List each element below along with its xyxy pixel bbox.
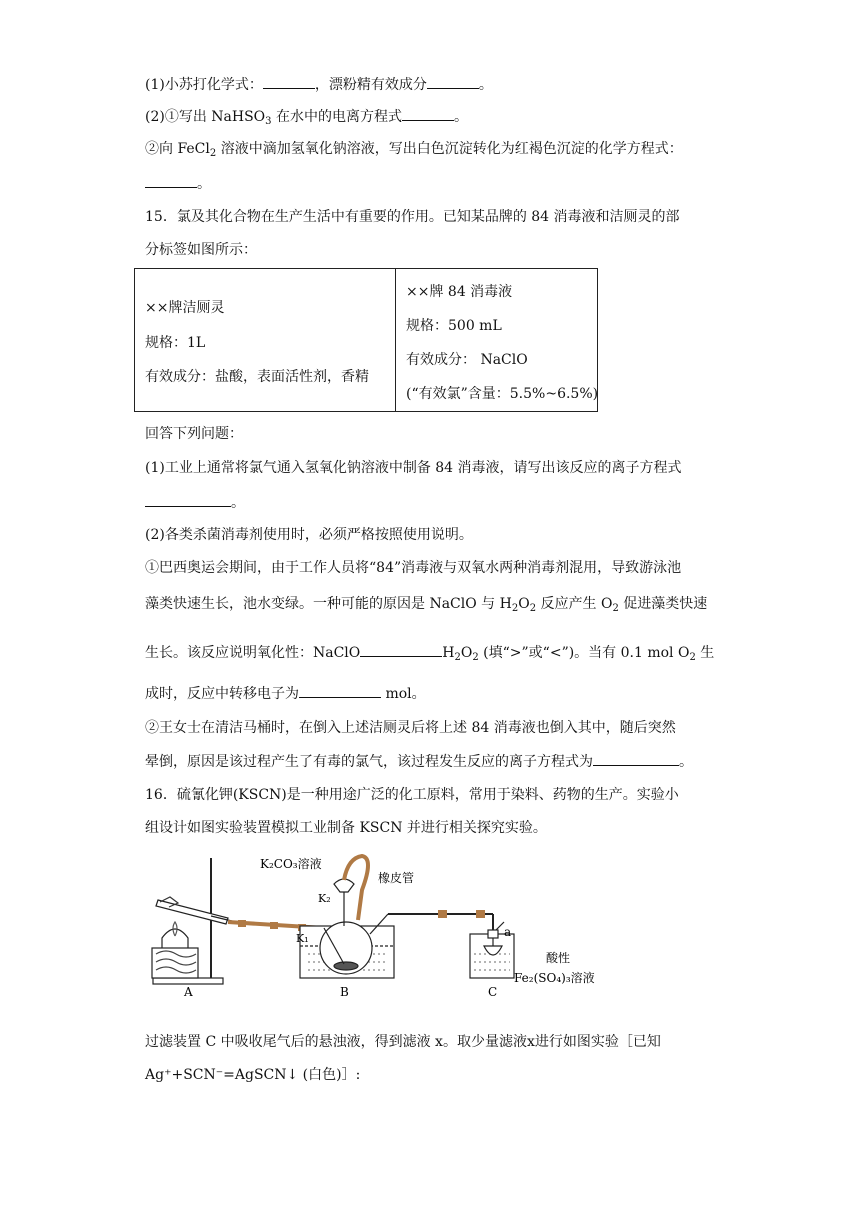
label-acidic: 酸性 [546,951,571,965]
apparatus-a [152,858,236,984]
label-a: a [504,925,512,939]
q15-intro-1: 15．氯及其化合物在生产生活中有重要的作用。已知某品牌的 84 消毒液和洁厕灵的部 [145,209,680,225]
label-C: C [488,985,498,999]
answer-blank[interactable] [402,106,454,121]
q15-s5: 生长。该反应说明氧化性：NaClO $H_2O_2$ (填“>”或“<”)。当有 0.1 mol $O_2$ 生 [145,642,714,668]
q14-part4: 。 [145,173,211,194]
label-k2: K₂ [318,892,331,905]
label-B: B [340,985,349,999]
label-84-disinfectant: ××牌 84 消毒液 规格：500 mL 有效成分： NaClO (“有效氯”含量：5.5%~6.5%) [406,284,599,402]
q14-part1: (1)小苏打化学式： ，漂粉精有效成分 。 [145,74,493,95]
answer-blank[interactable] [360,642,442,657]
q14-part2: (2)①写出 NaHSO$_3$ 在水中的电离方程式 。 [145,106,468,132]
q15-s4: 藻类快速生长，池水变绿。一种可能的原因是 NaClO 与 $H_2O_2$ 反应产生 $O_2$ 促进藻类快速 [145,596,708,614]
q15-s8: 晕倒，原因是该过程产生了有毒的氯气，该过程发生反应的离子方程式为 。 [145,751,693,772]
q16-after-1: 过滤装置 C 中吸收尾气后的悬浊液，得到滤液 x。取少量滤液x进行如图实验［已知 [145,1034,661,1050]
rubber-tube-bc [388,910,493,934]
q16-intro-1: 16．硫氰化钾(KSCN)是一种用途广泛的化工原料，常用于染料、药物的生产。实验小 [145,787,679,803]
label-fe2so43: Fe₂(SO₄)₃溶液 [514,971,595,985]
q15-s6: 成时，反应中转移电子为 mol。 [145,683,426,704]
label-A: A [184,985,193,999]
answer-blank[interactable] [427,74,479,89]
q15-answer-heading: 回答下列问题： [145,426,243,442]
answer-blank[interactable] [145,492,231,507]
label-rubber-tube: 橡皮管 [378,871,415,885]
q15-s1: (1)工业上通常将氯气通入氢氧化钠溶液中制备 84 消毒液，请写出该反应的离子方程式 [145,460,682,476]
q15-s7: ②王女士在清洁马桶时，在倒入上述洁厕灵后将上述 84 消毒液也倒入其中，随后突然 [145,720,676,736]
q16-intro-2: 组设计如图实验装置模拟工业制备 KSCN 并进行相关探究实验。 [145,820,547,836]
q14-part3: ②向 FeCl$_2$ 溶液中滴加氢氧化钠溶液，写出白色沉淀转化为红褐色沉淀的化学方程式： [145,141,683,159]
label-k2co3: K₂CO₃溶液 [260,857,322,871]
apparatus-figure [148,850,618,999]
label-k1: K₁ [296,932,309,945]
q15-s3: ①巴西奥运会期间，由于工作人员将“84”消毒液与双氧水两种消毒剂混用，导致游泳池 [145,560,682,576]
answer-blank[interactable] [145,173,197,188]
label-toilet-cleaner: ××牌洁厕灵 规格：1L 有效成分：盐酸，表面活性剂，香精 [135,269,396,411]
q15-s2: (2)各类杀菌消毒剂使用时，必须严格按照使用说明。 [145,527,473,543]
answer-blank[interactable] [263,74,315,89]
answer-blank[interactable] [593,751,679,766]
q15-s1-end: 。 [145,492,245,513]
q16-after-2: Ag⁺+SCN⁻=AgSCN↓ (白色)］: [145,1067,361,1083]
apparatus-b [300,879,394,978]
answer-blank[interactable] [299,683,381,698]
q15-intro-2: 分标签如图所示： [145,242,257,258]
label-table [134,268,598,412]
